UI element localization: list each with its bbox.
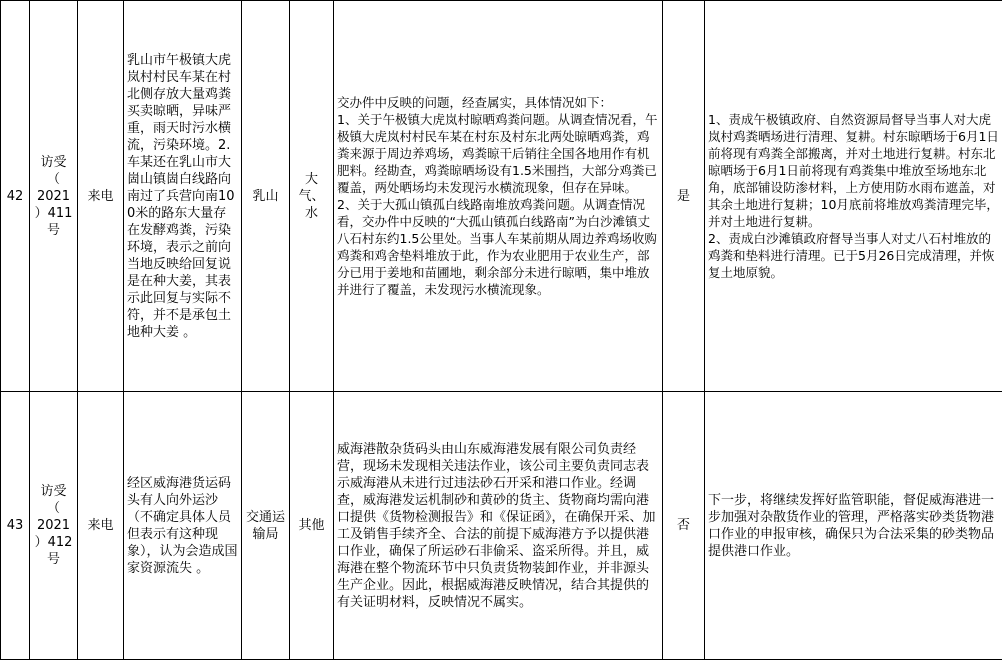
region: 乳山 [242,1,290,392]
case-id: 访受 （ 2021 ）411 号 [30,1,78,392]
source: 来电 [78,392,124,660]
investigation-result: 交办件中反映的问题，经查属实，具体情况如下： 1、关于午极镇大虎岚村晾晒鸡粪问题。从调查情况看，午极镇大虎岚村村民车某在村东及村东北两处晾晒鸡粪，鸡粪来源于周边养鸡场，鸡粪晾干后销往全国各地用作有机肥料。经勘查，鸡粪晾晒场设有1.5米围挡，大部分鸡粪已覆盖，两处晒场均未发现污水横流现象，但存在异味。 2、关于大孤山镇孤白线路南堆放鸡粪问题。从调查情况看，交办件中反映的“大孤山镇孤白线路南”为白沙滩镇丈八石村东约1.5公里处。当事人车某前期从周边养鸡场收购鸡粪和鸡舍垫料堆放于此，作为农业肥用于农业生产，部分已用于姜地和苗圃地，剩余部分未进行晾晒，集中堆放并进行了覆盖，未发现污水横流现象。 [334,1,663,392]
handling-result: 下一步，将继续发挥好监管职能，督促威海港进一步加强对杂散货作业的管理，严格落实砂类货物港口作业的申报审核，确保只为合法采集的砂类物品提供港口作业。 [705,392,1002,660]
verified-flag: 是 [663,1,705,392]
row-number: 42 [1,1,30,392]
complaint-content: 经区威海港货运码头有人向外运沙（不确定具体人员但表示有这种现象），认为会造成国家资源流失 。 [124,392,242,660]
source: 来电 [78,1,124,392]
table-row [1,1,1002,392]
case-id: 访受 （ 2021 ）412 号 [30,392,78,660]
table-row [1,392,1002,660]
pollution-type: 其他 [290,392,334,660]
investigation-result: 威海港散杂货码头由山东威海港发展有限公司负责经营，现场未发现相关违法作业，该公司主要负责同志表示威海港从未进行过违法砂石开采和港口作业。经调查，威海港发运机制砂和黄砂的货主、货物商均需向港口提供《货物检测报告》和《保证函》，在确保开采、加工及销售手续齐全、合法的前提下威海港方予以提供港口作业，确保了所运砂石非偷采、盗采所得。并且，威海港在整个物流环节中只负责货物装卸作业，并非源头生产企业。因此，根据威海港反映情况，结合其提供的有关证明材料，反映情况不属实。 [334,392,663,660]
row-number: 43 [1,392,30,660]
verified-flag: 否 [663,392,705,660]
pollution-type: 大气、水 [290,1,334,392]
complaint-content: 乳山市午极镇大虎岚村村民车某在村北侧存放大量鸡粪买卖晾晒，异味严重，雨天时污水横流，污染环境。2.车某还在乳山市大崮山镇崮白线路向南过了兵营向南100米的路东大量存在发酵鸡粪，污染环境，表示之前向当地反映给回复说是在种大姜，其表示此回复与实际不符，并不是承包土地种大姜 。 [124,1,242,392]
region: 交通运输局 [242,392,290,660]
handling-result: 1、责成午极镇政府、自然资源局督导当事人对大虎岚村鸡粪晒场进行清理、复耕。村东晾晒场于6月1日前将现有鸡粪全部搬离，并对土地进行复耕。村东北晾晒场于6月1日前将现有鸡粪集中堆放至场地东北角，底部铺设防渗材料，上方使用防水雨布遮盖，对其余土地进行复耕；10月底前将堆放鸡粪清理完毕，并对土地进行复耕。 2、责成白沙滩镇政府督导当事人对丈八石村堆放的鸡粪和垫料进行清理。已于5月26日完成清理，并恢复土地原貌。 [705,1,1002,392]
